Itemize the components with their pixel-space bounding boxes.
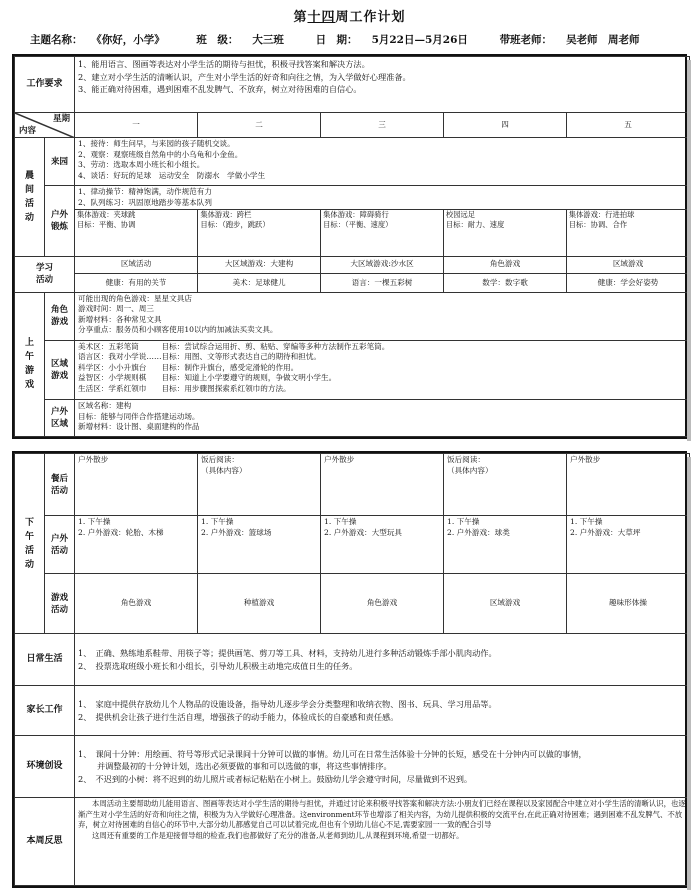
outdoor-game-tue: 集体游戏：跨栏 目标：（跑步，跳跃） (198, 210, 321, 256)
pm-games-label: 游戏 活动 (45, 574, 75, 634)
day-header-wed: 三 (321, 112, 444, 138)
study-subject-thu: 数学：数字歌 (444, 273, 567, 292)
study-subject-fri: 健康：学会好姿势 (567, 273, 690, 292)
after-meal-label: 餐后 活动 (45, 454, 75, 516)
outdoor-area-label: 户外 区域 (45, 400, 75, 437)
day-header-fri: 五 (567, 112, 690, 138)
morning-label: 晨 间 活 动 (15, 138, 45, 256)
area-play-label: 区域 游戏 (45, 340, 75, 399)
day-header-tue: 二 (198, 112, 321, 138)
reflection-content: 本周活动主要帮助幼儿能用语言、图画等表达对小学生活的期待与担忧，并通过讨论来积极寻找答案和解决方法:小朋友们已经在课程以及家园配合中建立对小学生活的清晰认识，也逐渐产生对小学生活的好奇和向往之情，积极为为入学做好心理准备。这environment环节也增添了相关内容，为幼儿提供积极的交流平台,在此正确对待困难；遇到困难不乱发脾气、不放弃，树立对待困难的自信心的环节中,大部分幼儿都感觉自己可以试着完成,但也有个别幼儿信心不足,需要家园一一致的配合引导 这周还有重要的工作是迎接督导组的检查,我们也都做好了充分的准备,从老师到幼儿,从课程到环境,希望一切都好。 (75, 798, 690, 886)
teacher-info: 带班老师： 吴老师 周老师 (499, 34, 640, 46)
outdoor-game-wed: 集体游戏：障碍骑行 目标：（平衡、速度） (321, 210, 444, 256)
arrival-label: 来园 (45, 138, 75, 186)
pm-outdoor-wed: 1. 下午操 2. 户外游戏：大型玩具 (321, 516, 444, 574)
role-play-label: 角色 游戏 (45, 292, 75, 340)
role-play-content: 可能出现的角色游戏：星星文具店 游戏时间：周一、周三 新增材料：各种常见文具 分享重点：服务员和小顾客使用10以内的加减法买卖文具。 (75, 292, 690, 340)
study-subject-mon: 健康：有用的关节 (75, 273, 198, 292)
theme-info: 主题名称： 《你好，小学》 (30, 34, 165, 46)
study-area-tue: 大区域游戏：大建构 (198, 256, 321, 273)
environment-label: 环境创设 (15, 736, 75, 798)
study-subject-wed: 语言：一棵五彩树 (321, 273, 444, 292)
parents-work-content: 1、 家庭中提供存放幼儿个人物品的设施设备，指导幼儿逐步学会分类整理和收纳衣物、图书、玩具、学习用品等。 2、 提供机会让孩子进行生活自理，增强孩子的动手能力，体验成长的自豪感和责任感。 (75, 686, 690, 736)
study-area-wed: 大区域游戏:沙水区 (321, 256, 444, 273)
afternoon-label: 下 午 活 动 (15, 454, 45, 634)
after-meal-thu: 饭后阅读： （具体内容） (444, 454, 567, 516)
study-area-thu: 角色游戏 (444, 256, 567, 273)
outdoor-exercise-label: 户外 锻炼 (45, 186, 75, 256)
pm-game-tue: 种植游戏 (198, 574, 321, 634)
outdoor-games-row (75, 209, 689, 256)
outdoor-game-thu: 校园远足 目标：耐力、速度 (443, 210, 566, 256)
am-games-label: 上 午 游 戏 (15, 292, 45, 436)
after-meal-fri: 户外散步 (567, 454, 690, 516)
outdoor-game-mon: 集体游戏：夹球跳 目标：平衡、协调 (75, 210, 198, 256)
environment-content: 1、 课间十分钟：用绘画、符号等形式记录课间十分钟可以做的事情。幼儿可在日常生活体验十分钟的长短，感受在十分钟内可以做的事情， 并调整最初的十分钟计划，选出必须要做的事和可以选做的事，将这些事情排序。 2、 不迟到的小树：将不迟到的幼儿照片或者标记粘贴在小树上。鼓励幼儿学会遵守时间，尽量做到不迟到。 (75, 736, 690, 798)
week-header-corner: 星期 内容 (15, 112, 75, 138)
arrival-content: 1、接待：师生问早，与来园的孩子随机交谈。 2、观察：观察班级自然角中的小乌龟和小金鱼。 3、劳动：选取本周小班长和小组长。 4、谈话：好玩的足球 运动安全 防溺水 学做小学生 (75, 138, 690, 186)
afternoon-plan-table (14, 453, 690, 886)
goals-label: 工作要求 (15, 57, 75, 113)
parents-work-label: 家长工作 (15, 686, 75, 736)
outdoor-game-fri: 集体游戏：行进拍球 目标：协调、合作 (568, 210, 635, 229)
pm-outdoor-fri: 1. 下午操 2. 户外游戏：大草坪 (567, 516, 690, 574)
daily-life-content: 1、 正确、熟练地系鞋带、用筷子等；提供画笔、剪刀等工具、材料，支持幼儿进行多种活动锻炼手部小肌肉动作。 2、 投票选取班级小班长和小组长，引导幼儿积极主动地完成值日生的任务。 (75, 634, 690, 686)
daily-life-label: 日常生活 (15, 634, 75, 686)
pm-outdoor-label: 户外 活动 (45, 516, 75, 574)
after-meal-mon: 户外散步 (75, 454, 198, 516)
pm-outdoor-tue: 1. 下午操 2. 户外游戏：篮球场 (198, 516, 321, 574)
goals-content: 1、能用语言、图画等表达对小学生活的期待与担忧，积极寻找答案和解决方法。 2、建立对小学生活的清晰认识，产生对小学生活的好奇和向往之情，为入学做好心理准备。 3、能正确对待困难，遇到困难不乱发脾气、不放弃，树立对待困难的自信心。 (75, 57, 690, 113)
area-play-content: 美术区：五彩笔筒 目标：尝试综合运用折、剪、粘贴、穿编等多种方法制作五彩笔筒。 语言区：我对小学说……目标：用图、文等形式表达自己的期待和担忧。 科学区：小小升旗台 目标：制作升旗台，感受定滑轮的作用。 益智区：小学规则棋 目标：知道上小学要遵守的规则，争做文明小学生。 生活区：学系红领巾 目标：用步骤图探索系红领巾的方法。 (75, 340, 690, 399)
study-label: 学习 活动 (15, 256, 75, 292)
pm-game-wed: 角色游戏 (321, 574, 444, 634)
after-meal-wed: 户外散步 (321, 454, 444, 516)
pm-outdoor-thu: 1. 下午操 2. 户外游戏：球类 (444, 516, 567, 574)
outdoor-exercise-content: 1、律动操节：精神饱满，动作规范有力 2、队列练习：巩固原地踏步等基本队列 集体游戏：夹球跳 目标：平衡、协调 集体游戏：跨栏 目标：（跑步，跳跃） 集体游戏：障碍骑行 目标：（平衡、速度） 校园远足 目标：耐力、速度 集体游戏：行进拍球 目标：协调、合作 (75, 186, 690, 256)
plan-info (30, 32, 680, 47)
plan-page-1 (12, 54, 687, 439)
plan-page-2 (12, 451, 687, 888)
pm-game-mon: 角色游戏 (75, 574, 198, 634)
study-subject-tue: 美术：足球健儿 (198, 273, 321, 292)
study-area-mon: 区域活动 (75, 256, 198, 273)
reflection-label: 本周反思 (15, 798, 75, 886)
pm-game-thu: 区域游戏 (444, 574, 567, 634)
day-header-thu: 四 (444, 112, 567, 138)
pm-game-fri: 趣味形体操 (567, 574, 690, 634)
outdoor-area-content: 区域名称：建构 目标：能够与同伴合作搭建运动场。 新增材料：设计图、桌面建构的作品 (75, 400, 690, 437)
class-info: 班 级： 大三班 (196, 34, 284, 46)
date-info: 日 期： 5月22日—5月26日 (315, 34, 468, 46)
page-title: 第十四周工作计划 (293, 10, 406, 25)
study-area-fri: 区域游戏 (567, 256, 690, 273)
pm-outdoor-mon: 1. 下午操 2. 户外游戏：轮胎、木梯 (75, 516, 198, 574)
day-header-mon: 一 (75, 112, 198, 138)
after-meal-tue: 饭后阅读： （具体内容） (198, 454, 321, 516)
morning-plan-table (14, 56, 690, 437)
